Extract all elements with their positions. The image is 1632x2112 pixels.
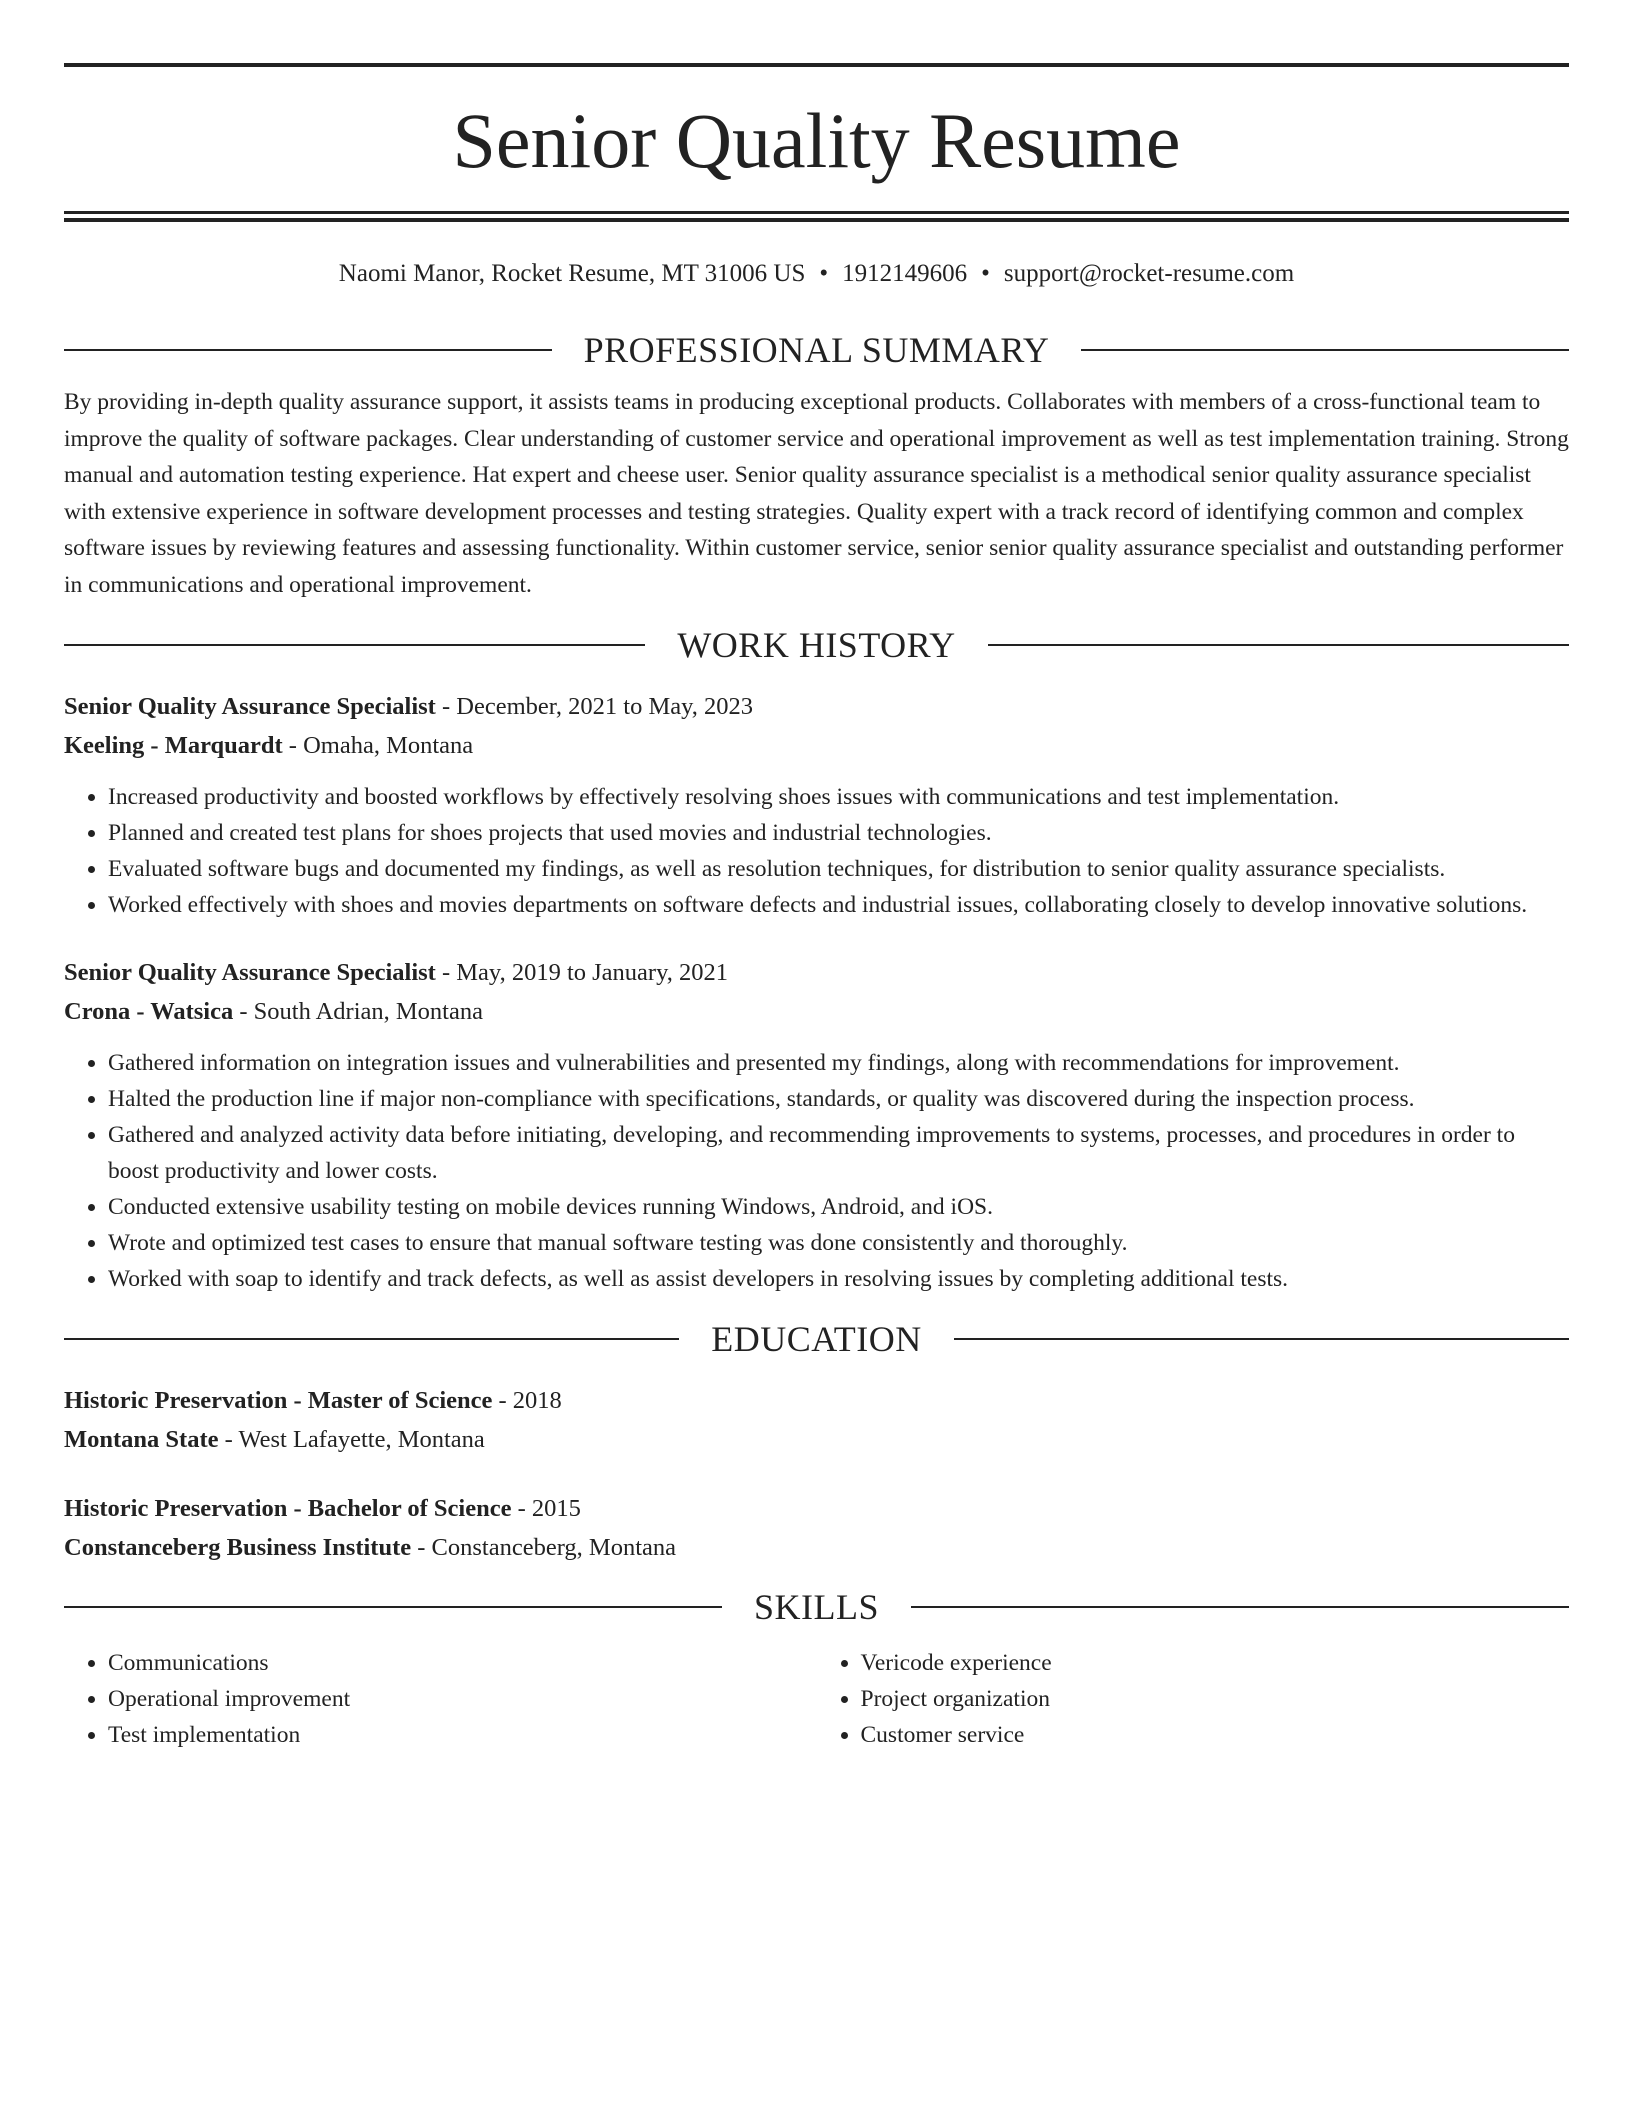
contact-email: support@rocket-resume.com — [1003, 260, 1295, 287]
degree-line — [64, 1381, 1569, 1420]
heading-rule — [64, 1606, 722, 1608]
degree-year: - 2018 — [492, 1387, 562, 1414]
heading-rule — [64, 644, 645, 646]
skills-heading-label: SKILLS — [754, 1587, 880, 1627]
contact-address: Naomi Manor, Rocket Resume, MT 31006 US — [338, 260, 806, 287]
heading-rule — [988, 644, 1569, 646]
school: Constanceberg Business Institute — [64, 1534, 412, 1561]
job-title-line — [64, 687, 1569, 726]
skill-item: • Vericode experience — [861, 1645, 1570, 1681]
education-heading — [64, 1317, 1569, 1361]
job-bullet: • Evaluated software bugs and documented my findings, as well as resolution techniques, for distribution to senior quality assurance specialists. — [108, 851, 1569, 887]
school-location: - Constanceberg, Montana — [411, 1534, 677, 1561]
job-bullet: • Wrote and optimized test cases to ensure that manual software testing was done consistently and thoroughly. — [108, 1225, 1569, 1261]
job-bullet: • Planned and created test plans for shoes projects that used movies and industrial technologies. — [108, 815, 1569, 851]
job-title: Senior Quality Assurance Specialist — [64, 959, 436, 986]
job-bullet: • Worked effectively with shoes and movies departments on software defects and industrial issues, collaborating closely to develop innovative solutions. — [108, 887, 1569, 923]
summary-heading — [64, 328, 1569, 372]
school-line — [64, 1528, 1569, 1567]
skill-item: • Test implementation — [108, 1717, 817, 1753]
top-rule — [64, 63, 1569, 67]
skills-list — [64, 1645, 1569, 1753]
skill-item: • Customer service — [861, 1717, 1570, 1753]
degree-line — [64, 1489, 1569, 1528]
skill-item: • Operational improvement — [108, 1681, 817, 1717]
resume-title: Senior Quality Resume — [452, 97, 1181, 184]
work-history-heading — [64, 623, 1569, 667]
contact-separator: • — [981, 260, 990, 287]
summary-heading-label: PROFESSIONAL SUMMARY — [583, 330, 1050, 370]
job-company: Keeling - Marquardt — [64, 732, 283, 759]
heading-rule — [1081, 349, 1569, 351]
job-bullet: • Halted the production line if major non-compliance with specifications, standards, or quality was discovered during the inspection process. — [108, 1081, 1569, 1117]
education-heading-label: EDUCATION — [711, 1319, 922, 1359]
summary-text: By providing in-depth quality assurance support, it assists teams in producing exceptional products. Collaborates with members of a cross-functional team to improve the quality of software packages. Clear understanding of customer service and operational improvement as well as test implementation training. Strong manual and automation testing experience. Hat expert and cheese user. Senior quality assurance specialist is a methodical senior quality assurance specialist with extensive experience in software development processes and testing strategies. Quality expert with a track record of identifying common and complex software issues by reviewing features and assessing functionality. Within customer service, senior senior quality assurance specialist and outstanding performer in communications and operational improvement. — [64, 389, 1569, 598]
school-line — [64, 1420, 1569, 1459]
job-bullet: • Increased productivity and boosted workflows by effectively resolving shoes issues with communications and test implementation. — [108, 779, 1569, 815]
job-entry — [64, 687, 1569, 923]
job-bullet: • Worked with soap to identify and track defects, as well as assist developers in resolving issues by completing additional tests. — [108, 1261, 1569, 1297]
job-dates: - May, 2019 to January, 2021 — [435, 959, 728, 986]
resume-page — [64, 63, 1569, 1753]
job-bullet: • Conducted extensive usability testing on mobile devices running Windows, Android, and iOS. — [108, 1189, 1569, 1225]
job-company-line — [64, 726, 1569, 765]
heading-rule — [64, 349, 552, 351]
skill-item: • Project organization — [861, 1681, 1570, 1717]
work-history-heading-label: WORK HISTORY — [677, 625, 956, 665]
skill-item: • Communications — [108, 1645, 817, 1681]
contact-separator: • — [819, 260, 829, 287]
contact-line — [64, 254, 1569, 294]
job-location: - Omaha, Montana — [282, 732, 474, 759]
job-dates: - December, 2021 to May, 2023 — [435, 693, 754, 720]
job-location: - South Adrian, Montana — [233, 998, 483, 1025]
job-bullets — [64, 1045, 1569, 1297]
education-entry — [64, 1489, 1569, 1567]
skills-column-right — [817, 1645, 1570, 1753]
heading-rule — [954, 1338, 1569, 1340]
heading-rule — [911, 1606, 1569, 1608]
degree-year: - 2015 — [511, 1495, 581, 1522]
title-double-rule — [64, 211, 1569, 222]
heading-rule — [64, 1338, 679, 1340]
skills-column-left — [64, 1645, 817, 1753]
contact-phone: 1912149606 — [842, 260, 968, 287]
job-bullets — [64, 779, 1569, 923]
job-title: Senior Quality Assurance Specialist — [64, 693, 436, 720]
job-title-line — [64, 953, 1569, 992]
school: Montana State — [64, 1426, 219, 1453]
education-entry — [64, 1381, 1569, 1459]
degree: Historic Preservation - Master of Science — [64, 1387, 493, 1414]
job-entry — [64, 953, 1569, 1297]
job-company: Crona - Watsica — [64, 998, 234, 1025]
job-bullet: • Gathered and analyzed activity data before initiating, developing, and recommending improvements to systems, processes, and procedures in order to boost productivity and lower costs. — [108, 1117, 1569, 1189]
job-company-line — [64, 992, 1569, 1031]
degree: Historic Preservation - Bachelor of Science — [64, 1495, 512, 1522]
job-bullet: • Gathered information on integration issues and vulnerabilities and presented my findings, along with recommendations for improvement. — [108, 1045, 1569, 1081]
skills-heading — [64, 1585, 1569, 1629]
school-location: - West Lafayette, Montana — [218, 1426, 485, 1453]
